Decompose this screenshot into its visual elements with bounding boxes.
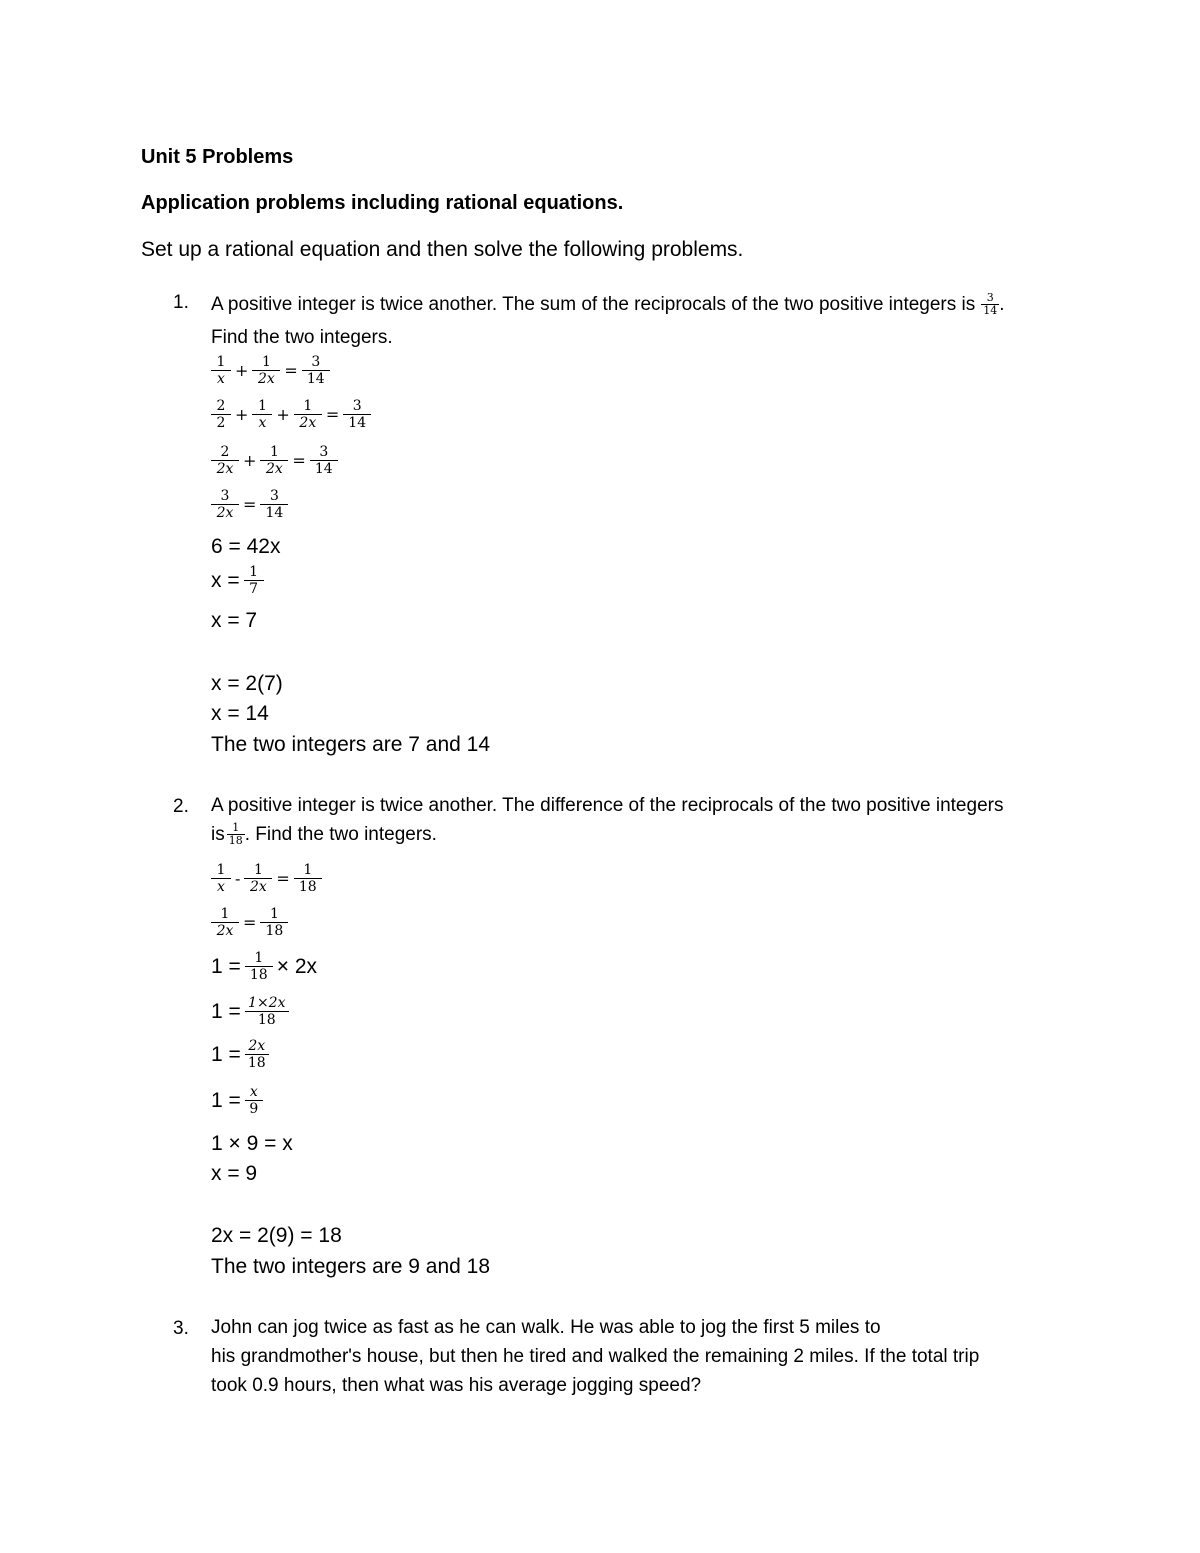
numerator: 1: [220, 906, 230, 922]
numerator: 1: [216, 862, 226, 878]
denominator: 9: [249, 1101, 259, 1117]
fraction: [244, 862, 272, 895]
numerator: 1: [303, 398, 313, 414]
denominator: 14: [348, 415, 367, 431]
fraction: [211, 398, 231, 431]
problem-1-text-line2: Find the two integers.: [211, 327, 393, 348]
lhs: 1 =: [211, 999, 241, 1023]
numerator: 3: [311, 354, 321, 370]
operator: +: [243, 451, 257, 470]
fraction: [211, 444, 239, 477]
fraction-denominator: 18: [228, 834, 243, 847]
numerator: 2: [216, 398, 226, 414]
equals: =: [243, 495, 257, 514]
fraction: [252, 398, 272, 431]
fraction: [252, 354, 280, 387]
fraction-denominator: 14: [983, 304, 998, 317]
p2-step-9: 2x = 2(9) = 18: [211, 1224, 342, 1247]
problem-1-fraction: [981, 292, 999, 317]
numerator: 3: [269, 488, 279, 504]
equals: =: [284, 361, 298, 380]
denominator: 18: [249, 967, 268, 983]
lhs: x =: [211, 568, 240, 592]
numerator: 3: [220, 488, 230, 504]
fraction: [302, 354, 330, 387]
equals: =: [325, 405, 340, 424]
p1-step-9: x = 14: [211, 702, 269, 725]
p2-step-1: [211, 862, 322, 895]
problem-3-line-2: his grandmother's house, but then he tired and walked the remaining 2 miles. If the total trip: [211, 1346, 980, 1367]
page-subtitle: Application problems including rational equations.: [141, 192, 624, 214]
denominator: 2x: [216, 923, 234, 939]
problem-2-text-pre: is: [211, 824, 225, 845]
problem-3-number: 3.: [173, 1318, 189, 1339]
numerator: 3: [352, 398, 362, 414]
denominator: 14: [265, 505, 284, 521]
problem-3-line-1: John can jog twice as fast as he can walk. He was able to jog the first 5 miles to: [211, 1317, 881, 1338]
p2-answer: The two integers are 9 and 18: [211, 1255, 491, 1278]
operator: +: [276, 405, 290, 424]
problem-1-text-line1: [211, 292, 1005, 317]
p2-step-3: [211, 950, 317, 983]
problem-2-text-line2: [211, 822, 437, 847]
problem-2-number: 2.: [173, 796, 189, 817]
instructions: Set up a rational equation and then solve the following problems.: [141, 238, 744, 261]
numerator: 1: [303, 862, 313, 878]
problem-2-text-post: . Find the two integers.: [244, 824, 437, 845]
problem-2-fraction: [227, 822, 245, 847]
lhs: 1 =: [211, 954, 241, 978]
numerator: 1: [249, 564, 259, 580]
equals: =: [292, 451, 306, 470]
problem-1-number: 1.: [173, 292, 189, 313]
numerator: 1: [216, 354, 226, 370]
fraction: [211, 906, 239, 939]
denominator: x: [217, 371, 225, 387]
problem-2-text-line1: A positive integer is twice another. The difference of the reciprocals of the two positive integers: [211, 795, 1004, 816]
fraction: [245, 1084, 263, 1117]
page-title: Unit 5 Problems: [141, 146, 294, 168]
problem-1-text: A positive integer is twice another. The sum of the reciprocals of the two positive integers is: [211, 294, 976, 315]
p1-answer: The two integers are 7 and 14: [211, 733, 491, 756]
denominator: 2x: [216, 461, 234, 477]
p1-step-3: [211, 444, 338, 477]
denominator: 2: [216, 415, 226, 431]
p2-step-2: [211, 906, 288, 939]
problem-3-line-3: took 0.9 hours, then what was his average jogging speed?: [211, 1375, 702, 1396]
operator: +: [235, 405, 249, 424]
fraction: [245, 1038, 269, 1071]
numerator: 1: [269, 444, 279, 460]
lhs: 1 =: [211, 1088, 241, 1112]
tail: × 2x: [276, 954, 318, 978]
numerator: 3: [319, 444, 329, 460]
numerator: 1×2x: [248, 995, 286, 1011]
denominator: 14: [306, 371, 325, 387]
operator: -: [235, 869, 241, 888]
problem-1-period: .: [999, 294, 1005, 315]
lhs: 1 =: [211, 1042, 241, 1066]
p1-step-8: x = 2(7): [211, 672, 283, 695]
denominator: 18: [298, 879, 317, 895]
denominator: x: [217, 879, 225, 895]
p2-step-7: 1 × 9 = x: [211, 1132, 293, 1155]
fraction: [343, 398, 371, 431]
denominator: 7: [249, 581, 259, 597]
fraction: [294, 398, 322, 431]
equals: =: [243, 913, 257, 932]
denominator: 2x: [250, 879, 267, 895]
p1-step-2: [211, 398, 371, 431]
numerator: 1: [257, 398, 267, 414]
fraction: [244, 564, 264, 597]
fraction: [245, 995, 289, 1028]
denominator: 2x: [299, 415, 317, 431]
p1-step-5: 6 = 42x: [211, 535, 281, 558]
numerator: 1: [253, 862, 263, 878]
p1-step-7: x = 7: [211, 609, 258, 632]
p1-step-4: [211, 488, 288, 521]
fraction-numerator: 1: [232, 821, 240, 834]
denominator: 2x: [216, 505, 234, 521]
fraction-numerator: 3: [986, 291, 994, 304]
p2-step-5: [211, 1038, 269, 1071]
numerator: 1: [261, 354, 271, 370]
numerator: 2x: [248, 1038, 266, 1054]
denominator: 18: [247, 1055, 266, 1071]
p1-step-1: [211, 354, 330, 387]
fraction: [211, 488, 239, 521]
fraction: [294, 862, 322, 895]
numerator: x: [249, 1084, 258, 1100]
fraction: [260, 906, 288, 939]
numerator: 1: [269, 906, 279, 922]
operator: +: [235, 361, 249, 380]
denominator: 18: [265, 923, 284, 939]
p2-step-4: [211, 995, 289, 1028]
fraction: [260, 488, 288, 521]
fraction: [211, 862, 231, 895]
denominator: 14: [314, 461, 333, 477]
denominator: x: [258, 415, 267, 431]
numerator: 1: [254, 950, 264, 966]
fraction: [211, 354, 231, 387]
equals: =: [276, 869, 290, 888]
p2-step-8: x = 9: [211, 1162, 258, 1185]
fraction: [260, 444, 288, 477]
fraction: [310, 444, 338, 477]
denominator: 18: [257, 1012, 276, 1028]
denominator: 2x: [258, 371, 275, 387]
numerator: 2: [220, 444, 230, 460]
p2-step-6: [211, 1084, 263, 1117]
p1-step-6: [211, 564, 264, 597]
fraction: [245, 950, 273, 983]
denominator: 2x: [266, 461, 283, 477]
